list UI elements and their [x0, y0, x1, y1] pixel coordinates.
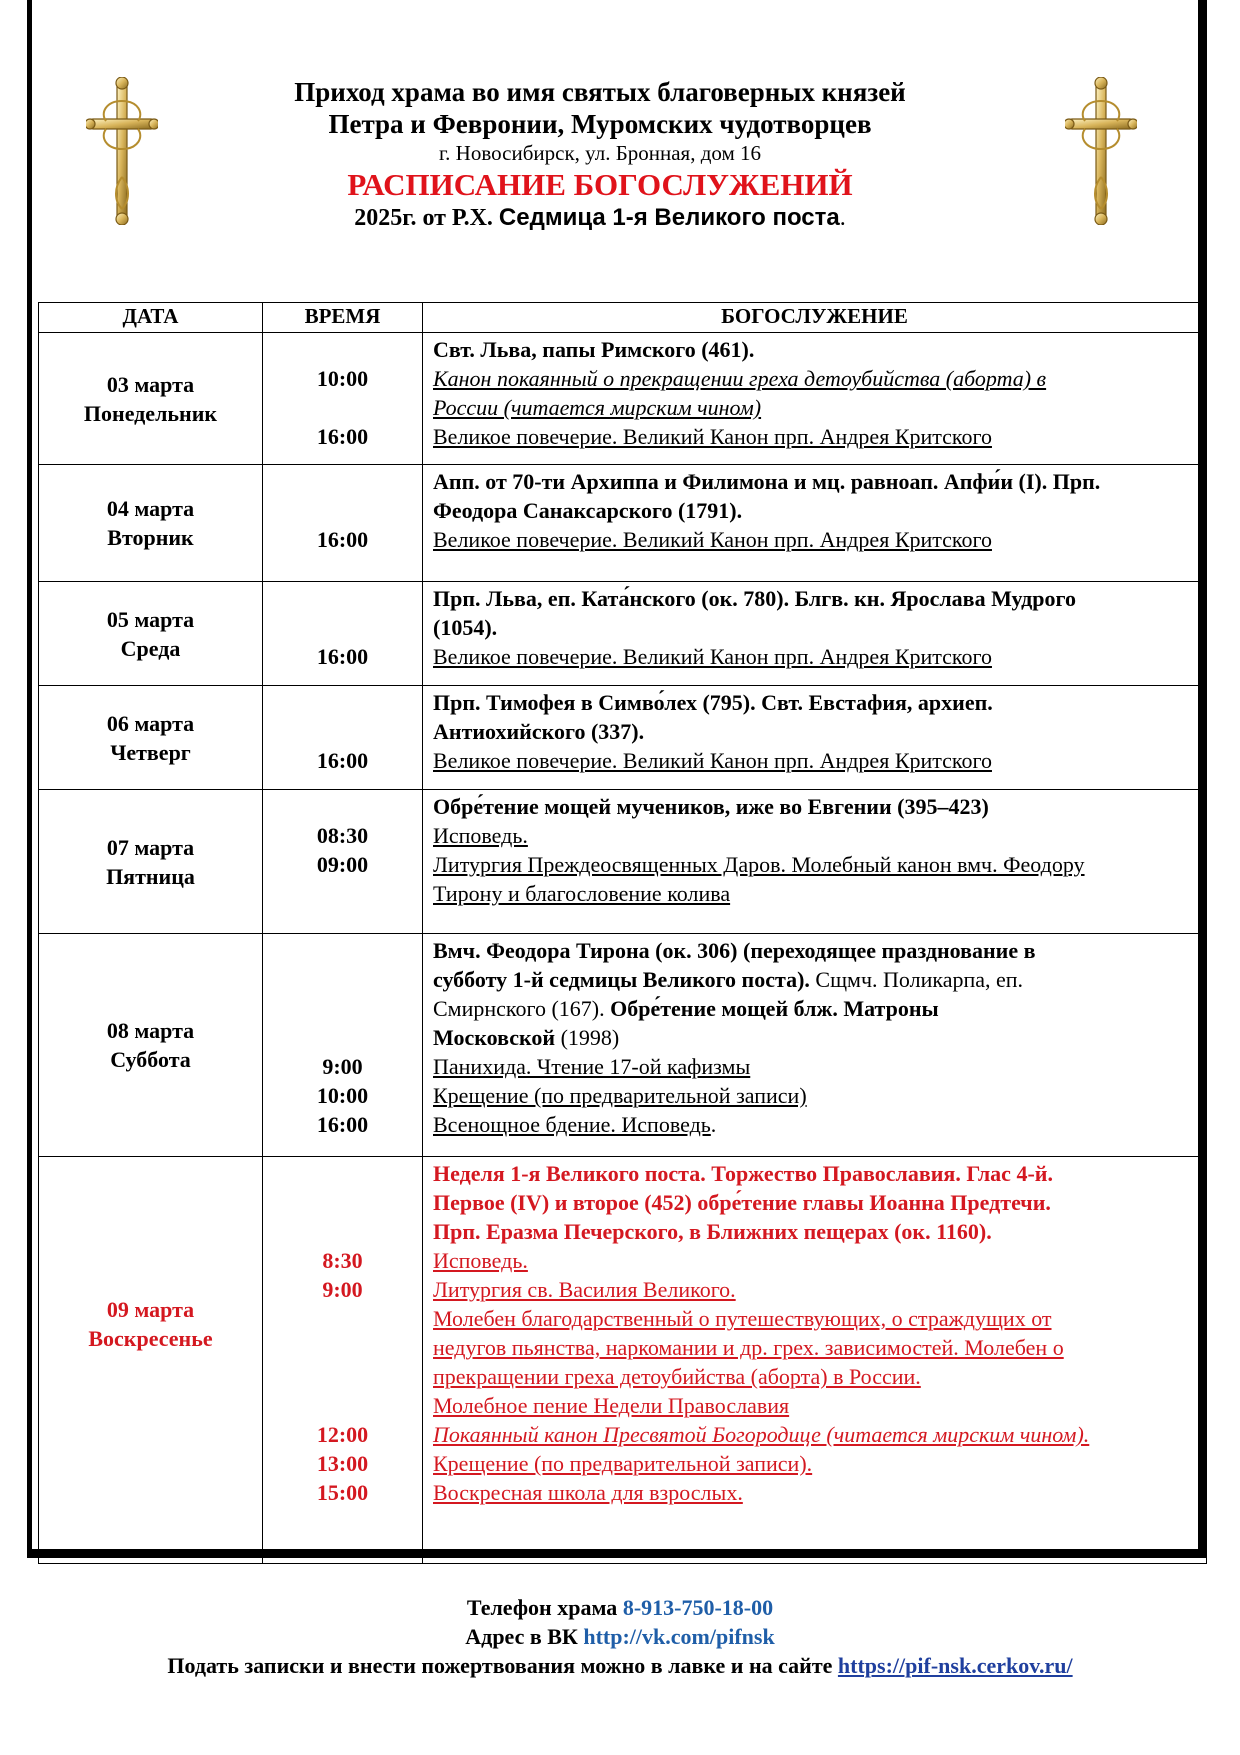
- service-item: Исповедь.: [433, 823, 528, 848]
- table-row: [39, 790, 1207, 934]
- table-row: [39, 934, 1207, 1157]
- parish-address: г. Новосибирск, ул. Бронная, дом 16: [438, 141, 762, 165]
- service-item: Исповедь.: [433, 1248, 528, 1273]
- orthodox-cross-icon-left: [86, 77, 158, 225]
- service-cell: [423, 582, 1207, 686]
- schedule-title: РАСПИСАНИЕ БОГОСЛУЖЕНИЙ: [347, 167, 853, 202]
- time: 08:30: [316, 823, 369, 848]
- col-header-service: БОГОСЛУЖЕНИЕ: [423, 303, 1207, 333]
- time-cell: [263, 1157, 423, 1564]
- weekday: Вторник: [107, 525, 194, 550]
- feast-title: Смирнского (167). Обре́тение мощей блж. Матроны: [433, 996, 939, 1021]
- page-footer: [0, 1593, 1240, 1680]
- table-row: [39, 582, 1207, 686]
- date: 06 марта: [106, 710, 195, 736]
- service-cell: [423, 1157, 1207, 1564]
- feast-title: Свт. Льва, папы Римского (461).: [433, 337, 755, 362]
- time: 16:00: [316, 424, 369, 449]
- date-cell: [39, 333, 263, 465]
- week-title: [150, 203, 1050, 233]
- service-cell: [423, 790, 1207, 934]
- time: 16:00: [316, 1112, 369, 1137]
- feast-title: Прп. Еразма Печерского, в Ближних пещерах (ок. 1160).: [433, 1219, 992, 1244]
- service-cell: [423, 934, 1207, 1157]
- date: 05 марта: [106, 606, 195, 632]
- weekday: Четверг: [110, 739, 191, 765]
- feast-title: Апп. от 70-ти Архиппа и Филимона и мц. равноап. Апфи́и (I). Прп.: [433, 469, 1101, 494]
- service-item: России (читается мирским чином): [433, 395, 762, 420]
- time: 16:00: [316, 527, 369, 552]
- service-item: Великое повечерие. Великий Канон прп. Андрея Критского: [433, 644, 992, 669]
- time-cell: [263, 686, 423, 790]
- service-cell: [423, 465, 1207, 582]
- table-row: [39, 465, 1207, 582]
- date: 04 марта: [106, 496, 195, 521]
- table-row: [39, 686, 1207, 790]
- col-header-time: ВРЕМЯ: [263, 303, 423, 333]
- service-item: Великое повечерие. Великий Канон прп. Андрея Критского: [433, 424, 992, 449]
- date: 07 марта: [106, 834, 195, 860]
- service-item: Великое повечерие. Великий Канон прп. Андрея Критского: [433, 527, 992, 552]
- page-header: [150, 76, 1050, 233]
- time-cell: [263, 934, 423, 1157]
- weekday: Среда: [120, 635, 181, 661]
- date-cell: [39, 686, 263, 790]
- feast-title: Московской (1998): [433, 1025, 620, 1050]
- time: 8:30: [322, 1248, 363, 1273]
- feast-title: Вмч. Феодора Тирона (ок. 306) (переходящее празднование в: [433, 938, 1036, 963]
- service-item: Молебен благодарственный о путешествующих, о страждущих от: [433, 1306, 1052, 1331]
- service-item: Панихида. Чтение 17-ой кафизмы: [433, 1054, 751, 1079]
- feast-title: Прп. Тимофея в Симво́лех (795). Свт. Евстафия, архиеп.: [433, 690, 993, 715]
- date-cell: [39, 934, 263, 1157]
- service-item: недугов пьянства, наркомании и др. грех. зависимостей. Молебен о: [433, 1335, 1064, 1360]
- vk-link[interactable]: http://vk.com/pifnsk: [583, 1624, 775, 1649]
- parish-name-line1: Приход храма во имя святых благоверных князей: [294, 77, 906, 107]
- time: 9:00: [322, 1277, 363, 1302]
- site-link[interactable]: https://pif-nsk.cerkov.ru/: [837, 1653, 1073, 1678]
- time: 10:00: [316, 366, 369, 391]
- service-item: Крещение (по предварительной записи): [433, 1083, 807, 1108]
- time-cell: [263, 582, 423, 686]
- date-cell: [39, 1157, 263, 1564]
- service-item: прекращении греха детоубийства (аборта) в России.: [433, 1364, 921, 1389]
- time-cell: [263, 333, 423, 465]
- service-item: Литургия св. Василия Великого.: [433, 1277, 736, 1302]
- vk-line: [0, 1622, 1240, 1651]
- feast-title: субботу 1-й седмицы Великого поста). Сщмч. Поликарпа, еп.: [433, 967, 1024, 992]
- phone-number[interactable]: 8-913-750-18-00: [622, 1595, 774, 1620]
- col-header-date: ДАТА: [39, 303, 263, 333]
- feast-title: Прп. Льва, еп. Ката́нского (ок. 780). Блгв. кн. Ярослава Мудрого: [433, 586, 1076, 611]
- time-cell: [263, 790, 423, 934]
- service-item: Молебное пение Недели Православия: [433, 1393, 790, 1418]
- weekday: Пятница: [106, 863, 195, 889]
- feast-title: Феодора Санаксарского (1791).: [433, 498, 743, 523]
- service-item: Тирону и благословение колива: [433, 881, 731, 906]
- service-item: Воскресная школа для взрослых.: [433, 1480, 743, 1505]
- donate-line: [0, 1651, 1240, 1680]
- vk-label: Адрес в ВК: [465, 1624, 578, 1649]
- date: 09 марта: [106, 1297, 195, 1322]
- feast-title: Первое (IV) и второе (452) обре́тение главы Иоанна Предтечи.: [433, 1190, 1051, 1215]
- service-item: Всенощное бдение. Исповедь.: [433, 1112, 717, 1137]
- schedule-table: [38, 302, 1207, 1564]
- feast-title: Антиохийского (337).: [433, 719, 645, 744]
- time: 16:00: [316, 748, 369, 773]
- service-item: Покаянный канон Пресвятой Богородице (читается мирским чином).: [433, 1422, 1090, 1447]
- time: 13:00: [316, 1451, 369, 1476]
- time: 10:00: [316, 1083, 369, 1108]
- feast-title: Неделя 1-я Великого поста. Торжество Православия. Глас 4-й.: [433, 1161, 1053, 1186]
- table-row: [39, 1157, 1207, 1564]
- weekday: Понедельник: [83, 400, 218, 426]
- date: 08 марта: [106, 1018, 195, 1043]
- parish-name-line2: Петра и Февронии, Муромских чудотворцев: [328, 109, 872, 139]
- table-row: [39, 333, 1207, 465]
- service-item: Крещение (по предварительной записи).: [433, 1451, 813, 1476]
- week-name: Седмица 1-я Великого поста: [498, 204, 840, 231]
- date: 03 марта: [106, 371, 195, 397]
- weekday: Суббота: [110, 1047, 191, 1072]
- time: 15:00: [316, 1480, 369, 1505]
- time: 16:00: [316, 644, 369, 669]
- week-period: .: [839, 205, 846, 231]
- time: 9:00: [322, 1054, 363, 1079]
- service-item: Великое повечерие. Великий Канон прп. Андрея Критского: [433, 748, 992, 773]
- date-cell: [39, 790, 263, 934]
- service-item: Литургия Преждеосвященных Даров. Молебный канон вмч. Феодору: [433, 852, 1085, 877]
- time: 09:00: [316, 852, 369, 877]
- phone-line: [0, 1593, 1240, 1622]
- weekday: Воскресенье: [88, 1326, 213, 1351]
- phone-label: Телефон храма: [466, 1595, 618, 1620]
- table-header-row: [39, 303, 1207, 333]
- time-cell: [263, 465, 423, 582]
- feast-title: (1054).: [433, 615, 498, 640]
- feast-title: Обре́тение мощей мучеников, иже во Евгении (395–423): [433, 794, 989, 819]
- orthodox-cross-icon-right: [1065, 77, 1137, 225]
- service-cell: [423, 333, 1207, 465]
- year-prefix: 2025г. от Р.Х.: [354, 205, 493, 231]
- donate-label: Подать записки и внести пожертвования можно в лавке и на сайте: [167, 1653, 833, 1678]
- date-cell: [39, 465, 263, 582]
- date-cell: [39, 582, 263, 686]
- service-item: Канон покаянный о прекращении греха детоубийства (аборта) в: [433, 366, 1047, 391]
- service-cell: [423, 686, 1207, 790]
- time: 12:00: [316, 1422, 369, 1447]
